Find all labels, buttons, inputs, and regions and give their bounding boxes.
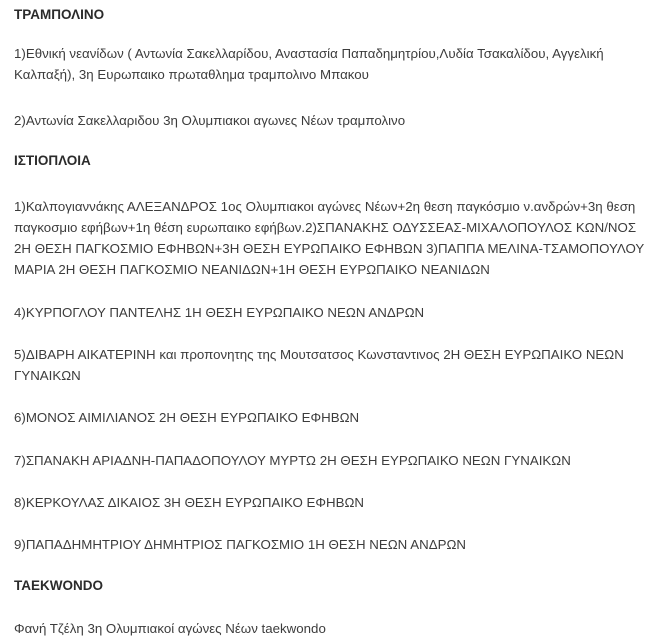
paragraph-line: 5)ΔΙΒΑΡΗ ΑΙΚΑΤΕΡΙΝΗ και προπονητης της Μουτσατσος Κωνσταντινος 2Η ΘΕΣΗ ΕΥΡΩΠΑΙΚΟ ΝΕΩΝ	[14, 347, 624, 362]
paragraph-line: 1)Καλπογιαννάκης ΑΛΕΞΑΝΔΡΟΣ 1ος Ολυμπιακοι αγώνες Νέων+2η θεση παγκόσμιο ν.ανδρών+3η θεση	[14, 199, 636, 214]
heading-istioploia: ΙΣΤΙΟΠΛΟΙΑ	[14, 153, 91, 168]
paragraph-taekwondo-1: Φανή Τζέλη 3η Ολυμπιακοί αγώνες Νέων taekwondo	[14, 621, 326, 636]
paragraph-istioploia-6: 6)ΜΟΝΟΣ ΑΙΜΙΛΙΑΝΟΣ 2Η ΘΕΣΗ ΕΥΡΩΠΑΙΚΟ ΕΦΗΒΩΝ	[14, 410, 360, 425]
paragraph-line: Καλπαξή), 3η Ευρωπαικο πρωταθλημα τραμπολινο Μπακου	[14, 67, 369, 82]
paragraph-line: 1)Εθνική νεανίδων ( Αντωνία Σακελλαρίδου, Αναστασία Παπαδημητρίου,Λυδία Τσακαλίδου, Αγγελική	[14, 46, 604, 61]
paragraph-line: παγκοσμιο εφήβων+1η θέση ευρωπαικο εφήβων.2)ΣΠΑΝΑΚΗΣ ΟΔΥΣΣΕΑΣ-ΜΙΧΑΛΟΠΟΥΛΟΣ ΚΩΝ/ΝΟΣ	[14, 220, 637, 235]
paragraph-trampolino-1	[14, 43, 642, 85]
paragraph-istioploia-8: 8)ΚΕΡΚΟΥΛΑΣ ΔΙΚΑΙΟΣ 3Η ΘΕΣΗ ΕΥΡΩΠΑΙΚΟ ΕΦΗΒΩΝ	[14, 495, 365, 510]
paragraph-line: 2Η ΘΕΣΗ ΠΑΓΚΟΣΜΙΟ ΕΦΗΒΩΝ+3Η ΘΕΣΗ ΕΥΡΩΠΑΙΚΟ ΕΦΗΒΩΝ 3)ΠΑΠΠΑ ΜΕΛΙΝΑ-ΤΣΑΜΟΠΟΥΛΟΥ	[14, 241, 645, 256]
paragraph-trampolino-2: 2)Αντωνία Σακελλαριδου 3η Ολυμπιακοι αγωνες Νέων τραμπολινο	[14, 113, 406, 128]
paragraph-line: ΓΥΝΑΙΚΩΝ	[14, 368, 81, 383]
paragraph-line: ΜΑΡΙΑ 2Η ΘΕΣΗ ΠΑΓΚΟΣΜΙΟ ΝΕΑΝΙΔΩΝ+1Η ΘΕΣΗ ΕΥΡΩΠΑΙΚΟ ΝΕΑΝΙΔΩΝ	[14, 262, 490, 277]
heading-taekwondo: TAEKWONDO	[14, 578, 103, 593]
paragraph-istioploia-4: 4)ΚΥΡΠΟΓΛΟΥ ΠΑΝΤΕΛΗΣ 1Η ΘΕΣΗ ΕΥΡΩΠΑΙΚΟ ΝΕΩΝ ΑΝΔΡΩΝ	[14, 305, 425, 320]
paragraph-istioploia-9: 9)ΠΑΠΑΔΗΜΗΤΡΙΟΥ ΔΗΜΗΤΡΙΟΣ ΠΑΓΚΟΣΜΙΟ 1Η ΘΕΣΗ ΝΕΩΝ ΑΝΔΡΩΝ	[14, 537, 467, 552]
paragraph-istioploia-5	[14, 344, 642, 386]
paragraph-istioploia-7: 7)ΣΠΑΝΑΚΗ ΑΡΙΑΔΝΗ-ΠΑΠΑΔΟΠΟΥΛΟΥ ΜΥΡΤΩ 2Η ΘΕΣΗ ΕΥΡΩΠΑΙΚΟ ΝΕΩΝ ΓΥΝΑΙΚΩΝ	[14, 453, 571, 468]
heading-trampolino: ΤΡΑΜΠΟΛΙΝΟ	[14, 7, 105, 22]
paragraph-istioploia-1	[14, 196, 645, 280]
